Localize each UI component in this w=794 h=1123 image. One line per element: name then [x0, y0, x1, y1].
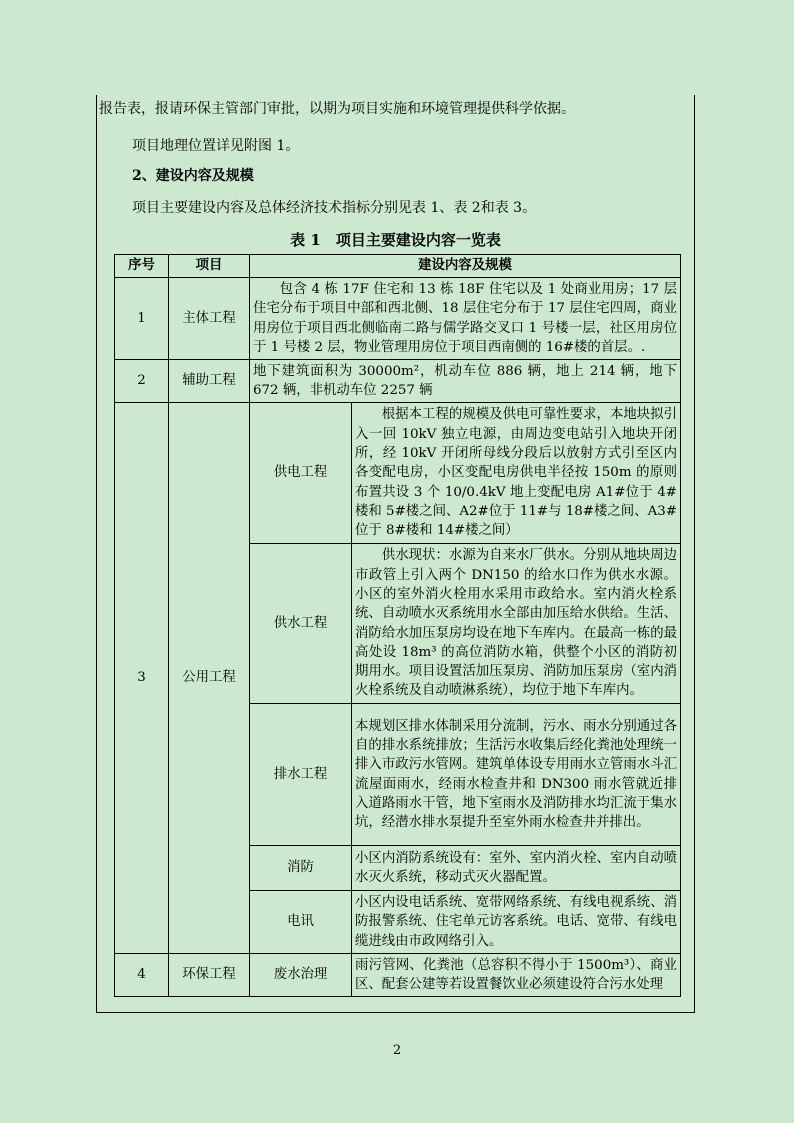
intro-line-1: 报告表，报请环保主管部门审批，以期为项目实施和环境管理提供科学依据。 [99, 101, 575, 117]
header-item: 项目 [169, 255, 250, 278]
header-content: 建设内容及规模 [250, 255, 681, 278]
sub-item-telecom: 电讯 [250, 891, 352, 954]
section-heading: 2、建设内容及规模 [132, 168, 254, 184]
row-item: 公用工程 [169, 403, 250, 954]
row-number: 2 [115, 360, 169, 403]
sub-content-telecom: 小区内设电话系统、宽带网络系统、有线电视系统、消防报警系统、住宅单元访客系统。电话、宽带、有线电缆进线由市政网络引入。 [352, 891, 681, 954]
header-no: 序号 [115, 255, 169, 278]
sub-item-wastewater: 废水治理 [250, 954, 352, 997]
table-row [115, 403, 681, 544]
table-row [115, 360, 681, 403]
intro-line-2: 项目地理位置详见附图 1。 [132, 138, 300, 154]
sub-content-power: 根据本工程的规模及供电可靠性要求，本地块拟引入一回 10kV 独立电源，由周边变电站引入地块开闭所，经 10kV 开闭所母线分段后以放射方式引至区内各变配电房，小区变配电房供电半径按 150m 的原则布置共设 3 个 10/0.4kV 地上变配电房 A1#位于 4#楼和 5#楼之间、A2#位于 11#与 18#楼之间、A3#位于 8#楼和 14#楼之间） [352, 403, 681, 544]
row-content: 雨污管网、化粪池（总容积不得小于 1500m³）、商业区、配套公建等若设置餐饮业必须建设符合污水处理 [352, 954, 681, 997]
row-item: 辅助工程 [169, 360, 250, 403]
sub-content-drain: 本规划区排水体制采用分流制，污水、雨水分别通过各自的排水系统排放；生活污水收集后经化粪池处理统一排入市政污水管网。建筑单体设专用雨水立管雨水斗汇流屋面雨水，经雨水检查井和 DN300 雨水管就近排入道路雨水干管，地下室雨水及消防排水均汇流于集水坑，经潜水排水泵提升至室外雨水检查井并排出。 [352, 704, 681, 846]
sub-item-fire: 消防 [250, 846, 352, 891]
table-row [115, 954, 681, 997]
table-caption: 表 1 项目主要建设内容一览表 [290, 231, 501, 249]
sub-item-water: 供水工程 [250, 544, 352, 704]
row-content: 包含 4 栋 17F 住宅和 13 栋 18F 住宅以及 1 处商业用房；17 层住宅分布于项目中部和西北侧、18 层住宅分布于 17 层住宅四周，商业用房位于项目西北侧临南二路与儒学路交叉口 1 号楼一层，社区用房位于 1 号楼 2 层，物业管理用房位于项目西南侧的 16#楼的首层。. [250, 278, 681, 360]
page-number: 2 [392, 1043, 402, 1058]
sub-content-water: 供水现状：水源为自来水厂供水。分别从地块周边市政管上引入两个 DN150 的给水口作为供水水源。小区的室外消火栓用水采用市政给水。室内消火栓系统、自动喷水灭系统用水全部由加压给水供给。生活、消防给水加压泵房均设在地下车库内。在最高一栋的最高处设 18m³ 的高位消防水箱，供整个小区的消防初期用水。项目设置活加压泵房、消防加压泵房（室内消火栓系统及自动喷淋系统），均位于地下车库内。 [352, 544, 681, 704]
sub-item-drain: 排水工程 [250, 704, 352, 846]
row-number: 3 [115, 403, 169, 954]
row-number: 1 [115, 278, 169, 360]
row-item: 环保工程 [169, 954, 250, 997]
intro-line-3: 项目主要建设内容及总体经济技术指标分别见表 1、表 2和表 3。 [132, 200, 537, 216]
table-header-row [115, 255, 681, 278]
row-number: 4 [115, 954, 169, 997]
sub-content-fire: 小区内消防系统设有：室外、室内消火栓、室内自动喷水灭火系统，移动式灭火器配置。 [352, 846, 681, 891]
row-item: 主体工程 [169, 278, 250, 360]
construction-table [114, 254, 681, 997]
table-row [115, 278, 681, 360]
sub-item-power: 供电工程 [250, 403, 352, 544]
row-content: 地下建筑面积为 30000m²，机动车位 886 辆，地上 214 辆，地下 672 辆，非机动车位 2257 辆 [250, 360, 681, 403]
